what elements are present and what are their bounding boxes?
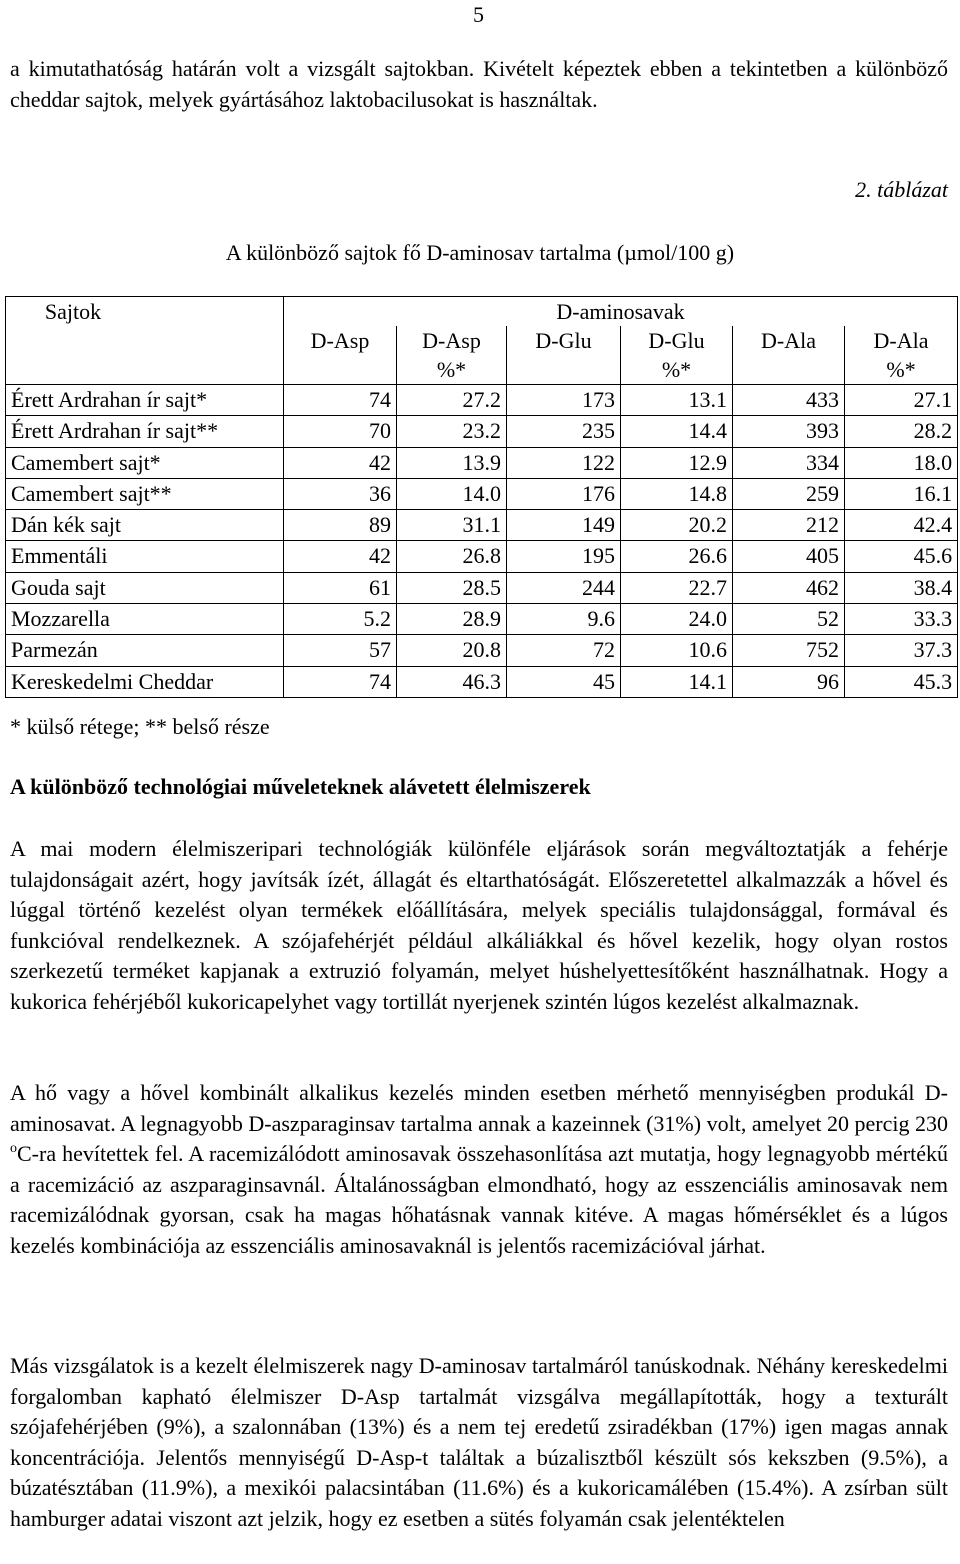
header-col: D-Ala bbox=[733, 326, 845, 385]
row-value: 149 bbox=[507, 510, 621, 541]
row-value: 12.9 bbox=[621, 447, 733, 478]
row-cheese-name: Érett Ardrahan ír sajt* bbox=[6, 385, 284, 416]
row-value: 28.2 bbox=[845, 416, 958, 447]
row-value: 52 bbox=[733, 604, 845, 635]
table-row bbox=[6, 572, 958, 603]
header-col: D-Asp bbox=[284, 326, 397, 385]
row-value: 14.0 bbox=[397, 478, 507, 509]
header-cheese: Sajtok bbox=[6, 297, 284, 385]
row-value: 14.1 bbox=[621, 666, 733, 697]
degree-superscript: o bbox=[10, 1141, 17, 1157]
row-value: 26.6 bbox=[621, 541, 733, 572]
intro-paragraph: a kimutathatóság határán volt a vizsgált sajtokban. Kivételt képeztek ebben a tekintetben a különböző cheddar sajtok, melyek gyártásához laktobacilusokat is használtak. bbox=[10, 56, 948, 112]
row-value: 13.1 bbox=[621, 385, 733, 416]
row-value: 96 bbox=[733, 666, 845, 697]
row-value: 244 bbox=[507, 572, 621, 603]
row-value: 45.3 bbox=[845, 666, 958, 697]
row-value: 462 bbox=[733, 572, 845, 603]
row-value: 74 bbox=[284, 666, 397, 697]
row-cheese-name: Kereskedelmi Cheddar bbox=[6, 666, 284, 697]
row-value: 61 bbox=[284, 572, 397, 603]
row-cheese-name: Camembert sajt** bbox=[6, 478, 284, 509]
row-value: 36 bbox=[284, 478, 397, 509]
row-value: 20.8 bbox=[397, 635, 507, 666]
row-value: 26.8 bbox=[397, 541, 507, 572]
header-col: D-Ala %* bbox=[845, 326, 958, 385]
header-col: D-Glu %* bbox=[621, 326, 733, 385]
table-row bbox=[6, 666, 958, 697]
row-value: 334 bbox=[733, 447, 845, 478]
table-row bbox=[6, 478, 958, 509]
header-col: D-Asp %* bbox=[397, 326, 507, 385]
row-value: 405 bbox=[733, 541, 845, 572]
row-value: 45 bbox=[507, 666, 621, 697]
row-value: 42 bbox=[284, 447, 397, 478]
row-value: 31.1 bbox=[397, 510, 507, 541]
row-value: 23.2 bbox=[397, 416, 507, 447]
row-value: 33.3 bbox=[845, 604, 958, 635]
row-value: 14.8 bbox=[621, 478, 733, 509]
paragraph-2: A hő vagy a hővel kombinált alkalikus kezelés minden esetben mérhető mennyiségben produkál D-aminosavat. A legnagyobb D-aszparaginsav tartalma annak a kazeinnek (31%) volt, amelyet 20 percig 230 $^o$C-ra hevítettek fel. A racemizálódott aminosavak összehasonlítása azt mutatja, hogy legnagyobb mértékű a racemizáció az aszparaginsavnál. Általánosságban elmondható, hogy az esszenciális aminosavak nem racemizálódnak gyorsan, csak ha magas hőhatásnak vannak kitéve. A magas hőmérséklet és a lúgos kezelés kombinációja az esszenciális aminosavaknál is jelentős racemizációval járhat. bbox=[10, 1080, 948, 1258]
paragraph-1: A mai modern élelmiszeripari technológiák különféle eljárások során megváltoztatják a fehérje tulajdonságait azért, hogy javítsák ízét, állagát és eltarthatóságát. Előszeretettel alkalmazzák a hővel és lúggal történő kezelést olyan termékek előállítására, melyek speciális tulajdonsággal, formával és funkcióval rendelkeznek. A szójafehérjét például alkáliákkal és hővel kezelik, hogy olyan rostos szerkezetű terméket kapjanak a extruzió folyamán, melyet húshelyettesítőként használhatnak. Hogy a kukorica fehérjéből kukoricapelyhet vagy tortillát nyerjenek szintén lúgos kezelést alkalmaznak. bbox=[10, 836, 948, 1014]
row-value: 10.6 bbox=[621, 635, 733, 666]
table-number: 2. táblázat bbox=[855, 177, 948, 202]
section-heading: A különböző technológiai műveleteknek alávetett élelmiszerek bbox=[10, 774, 591, 799]
row-value: 70 bbox=[284, 416, 397, 447]
table-row bbox=[6, 385, 958, 416]
row-value: 28.9 bbox=[397, 604, 507, 635]
table-row bbox=[6, 635, 958, 666]
row-value: 28.5 bbox=[397, 572, 507, 603]
row-value: 212 bbox=[733, 510, 845, 541]
row-value: 16.1 bbox=[845, 478, 958, 509]
table-caption: A különböző sajtok fő D-aminosav tartalma (µmol/100 g) bbox=[225, 240, 735, 265]
row-value: 173 bbox=[507, 385, 621, 416]
header-col: D-Glu bbox=[507, 326, 621, 385]
row-value: 14.4 bbox=[621, 416, 733, 447]
row-value: 38.4 bbox=[845, 572, 958, 603]
row-cheese-name: Érett Ardrahan ír sajt** bbox=[6, 416, 284, 447]
d-amino-acid-table bbox=[5, 296, 958, 698]
row-value: 5.2 bbox=[284, 604, 397, 635]
row-value: 24.0 bbox=[621, 604, 733, 635]
row-value: 42.4 bbox=[845, 510, 958, 541]
table-row bbox=[6, 510, 958, 541]
row-value: 752 bbox=[733, 635, 845, 666]
row-value: 433 bbox=[733, 385, 845, 416]
row-value: 46.3 bbox=[397, 666, 507, 697]
row-value: 45.6 bbox=[845, 541, 958, 572]
row-cheese-name: Mozzarella bbox=[6, 604, 284, 635]
table-footnote: * külső rétege; ** belső része bbox=[10, 714, 270, 739]
row-value: 9.6 bbox=[507, 604, 621, 635]
row-value: 195 bbox=[507, 541, 621, 572]
row-value: 57 bbox=[284, 635, 397, 666]
row-value: 13.9 bbox=[397, 447, 507, 478]
row-cheese-name: Dán kék sajt bbox=[6, 510, 284, 541]
row-cheese-name: Camembert sajt* bbox=[6, 447, 284, 478]
row-value: 89 bbox=[284, 510, 397, 541]
header-group: D-aminosavak bbox=[284, 297, 958, 327]
table-row bbox=[6, 604, 958, 635]
page-number: 5 bbox=[473, 2, 484, 27]
row-cheese-name: Emmentáli bbox=[6, 541, 284, 572]
row-value: 176 bbox=[507, 478, 621, 509]
row-value: 22.7 bbox=[621, 572, 733, 603]
row-value: 235 bbox=[507, 416, 621, 447]
row-value: 259 bbox=[733, 478, 845, 509]
row-value: 122 bbox=[507, 447, 621, 478]
row-cheese-name: Gouda sajt bbox=[6, 572, 284, 603]
table-row bbox=[6, 541, 958, 572]
row-value: 393 bbox=[733, 416, 845, 447]
row-value: 20.2 bbox=[621, 510, 733, 541]
row-value: 27.1 bbox=[845, 385, 958, 416]
row-value: 42 bbox=[284, 541, 397, 572]
row-value: 18.0 bbox=[845, 447, 958, 478]
row-cheese-name: Parmezán bbox=[6, 635, 284, 666]
table-row bbox=[6, 447, 958, 478]
row-value: 74 bbox=[284, 385, 397, 416]
table-row bbox=[6, 416, 958, 447]
row-value: 72 bbox=[507, 635, 621, 666]
paragraph-3: Más vizsgálatok is a kezelt élelmiszerek nagy D-aminosav tartalmáról tanúskodnak. Néhány kereskedelmi forgalomban kapható élelmiszer D-Asp tartalmát vizsgálva megállapították, hogy a texturált szójafehérjében (9%), a szalonnában (13%) és a nem tej eredetű zsiradékban (17%) igen magas annak koncentrációja. Jelentős mennyiségű D-Asp-t találtak a búzalisztből készült sós kekszben (9.5%), a búzatésztában (11.9%), a mexikói palacsintában (11.6%) és a kukoricamálében (15.4%). A zsírban sült hamburger adatai viszont azt jelzik, hogy ez esetben a sütés folyamán csak jelentéktelen bbox=[10, 1353, 948, 1531]
row-value: 27.2 bbox=[397, 385, 507, 416]
row-value: 37.3 bbox=[845, 635, 958, 666]
